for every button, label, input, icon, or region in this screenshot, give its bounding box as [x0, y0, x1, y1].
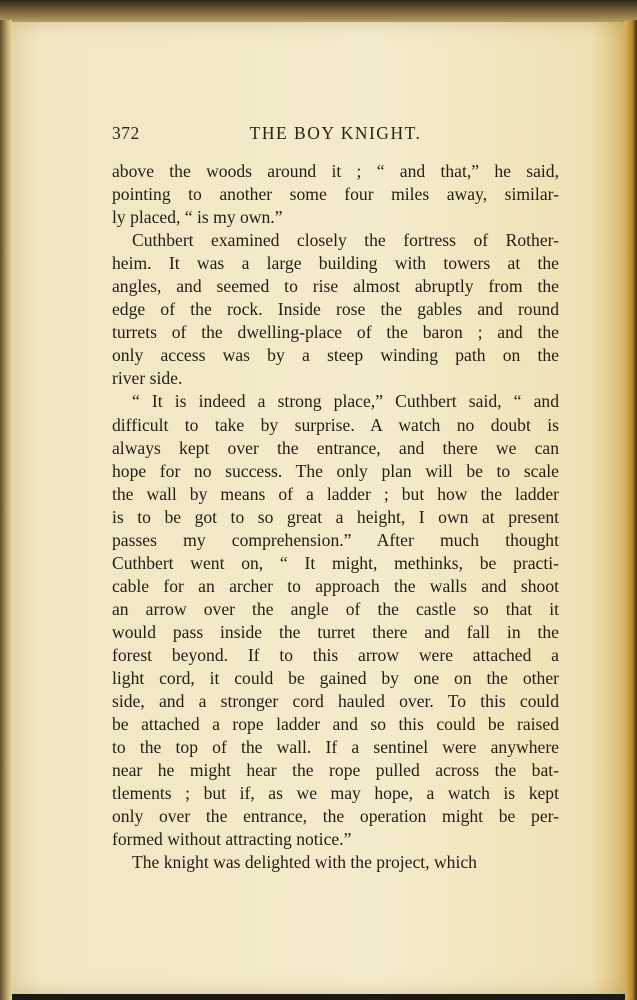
text-line: cable for an archer to approach the walls and shoot — [112, 575, 559, 596]
book-page-edge-right — [625, 20, 637, 1000]
text-line: turrets of the dwelling-place of the baron ; and the — [112, 322, 559, 343]
text-line: heim. It was a large building with towers at the — [112, 253, 559, 274]
text-line: near he might hear the rope pulled across the bat- — [112, 760, 559, 781]
book-gutter-left — [0, 20, 12, 1000]
text-line: river side. — [112, 368, 183, 389]
text-line: be attached a rope ladder and so this could be raised — [112, 714, 559, 735]
text-line: side, and a stronger cord hauled over. To this could — [112, 691, 559, 712]
text-line: angles, and seemed to rise almost abruptly from the — [112, 276, 559, 297]
page-number: 372 — [112, 123, 140, 143]
text-line: the wall by means of a ladder ; but how the ladder — [112, 483, 559, 504]
text-line: Cuthbert examined closely the fortress of Rother- — [132, 230, 559, 251]
text-line: an arrow over the angle of the castle so that it — [112, 598, 559, 619]
text-line: above the woods around it ; “ and that,” he said, — [112, 161, 559, 181]
text-line: difficult to take by surprise. A watch no doubt is — [112, 414, 559, 435]
text-line: forest beyond. If to this arrow were attached a — [112, 644, 559, 665]
text-line: passes my comprehension.” After much thought — [112, 529, 559, 550]
text-line: pointing to another some four miles away, similar- — [112, 184, 559, 205]
text-line: light cord, it could be gained by one on the other — [112, 668, 559, 689]
page-header — [112, 123, 559, 147]
text-line: formed without attracting notice.” — [112, 829, 352, 850]
text-line: hope for no success. The only plan will be to scale — [112, 460, 559, 481]
text-line: only access was by a steep winding path on the — [112, 345, 559, 366]
text-line: is to be got to so great a height, I own at present — [112, 506, 559, 527]
text-line: to the top of the wall. If a sentinel were anywhere — [112, 737, 559, 758]
text-line: The knight was delighted with the project, which — [132, 852, 477, 873]
page-body-text — [112, 160, 559, 874]
text-line: only over the entrance, the operation might be per- — [112, 806, 559, 827]
text-line: tlements ; but if, as we may hope, a watch is kept — [112, 783, 559, 804]
text-line: edge of the rock. Inside rose the gables and round — [112, 299, 559, 320]
text-line: ly placed, “ is my own.” — [112, 207, 283, 228]
text-line: always kept over the entrance, and there we can — [112, 437, 559, 458]
text-line: Cuthbert went on, “ It might, methinks, be practi- — [112, 552, 559, 573]
running-head: THE BOY KNIGHT. — [249, 123, 422, 143]
text-line: “ It is indeed a strong place,” Cuthbert said, “ and — [132, 391, 559, 412]
text-line: would pass inside the turret there and fall in the — [112, 621, 559, 642]
